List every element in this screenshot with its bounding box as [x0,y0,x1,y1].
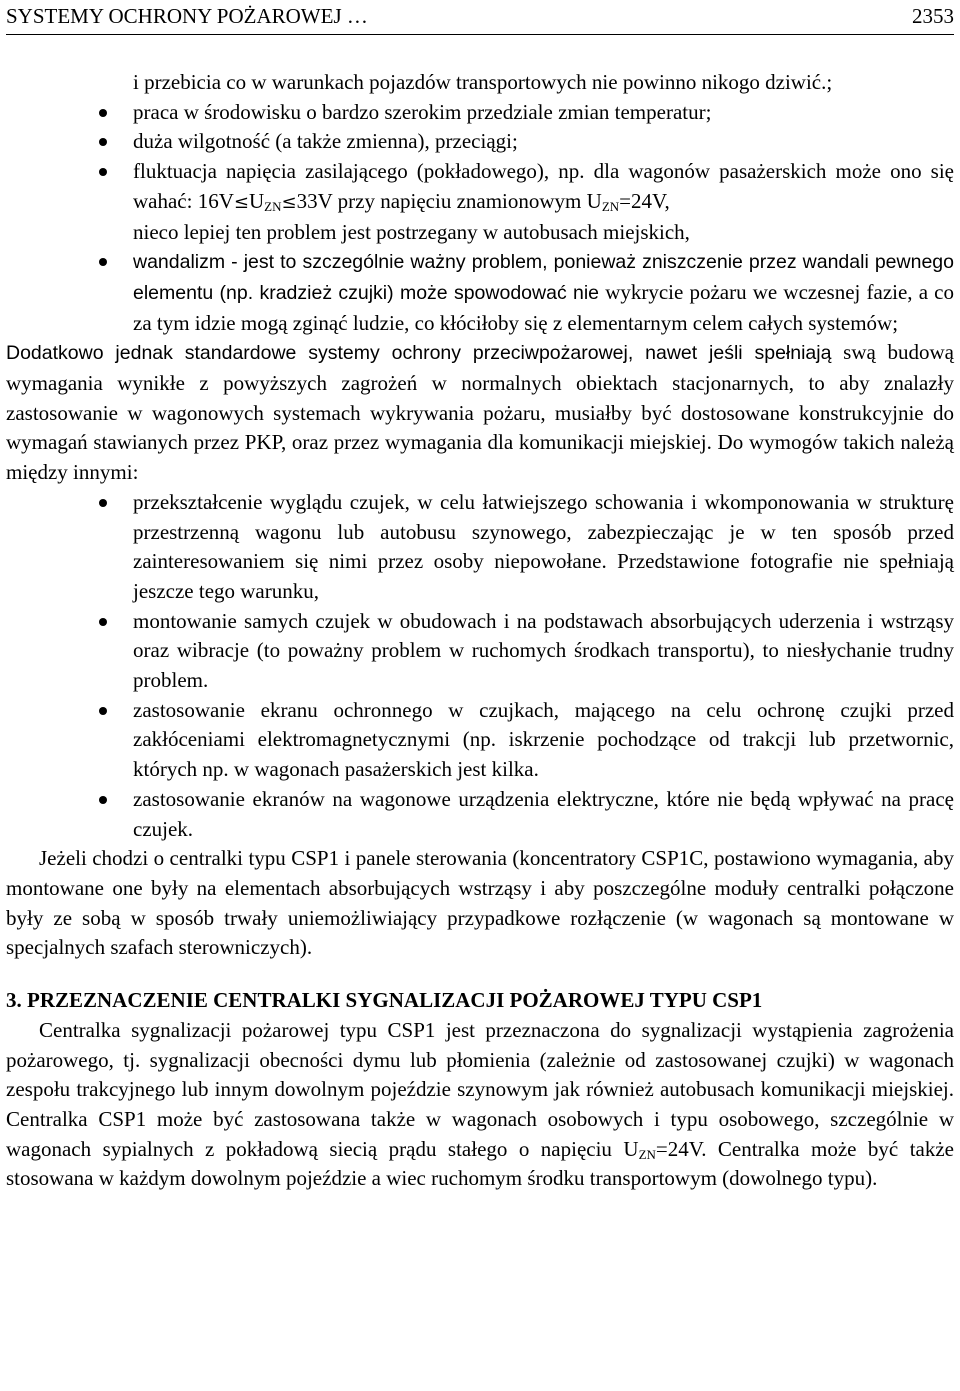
voltage-min: 16V [197,188,234,213]
voltage-subscript: ZN [638,1146,656,1162]
list-item-text: wykrycie pożaru we wczesnej fazie, a co za tym idzie mogą zginąć ludzie, co kłóciłoby się z elementarnym celem całych systemów; [133,279,954,335]
requirements-list-2 [6,488,954,844]
page-number: 2353 [912,4,954,28]
voltage-symbol: U [623,1136,639,1161]
paragraph-text: swą budową wymagania wynikłe z powyższych zagrożeń w normalnych obiektach stacjonarnych, to aby znalazły zastosowanie w wagonowych systemach wykrywania pożaru, musiałby być dostosowane konstrukcyjnie do wymagań stawianych przez PKP, oraz przez wymagania dla komunikacji miejskiej. Do wymogów takich należą między innymi: [6,340,954,485]
paragraph [6,338,954,488]
voltage-range-formula [198,189,670,213]
list-item [6,247,954,338]
running-title: SYSTEMY OCHRONY POŻAROWEJ … [6,4,368,28]
voltage-symbol: U [248,188,265,213]
nominal-voltage: =24V, [619,188,670,213]
voltage-max: 33V przy napięciu znamionowym [296,188,587,213]
list-item-text: fluktuacja napięcia zasilającego (pokładowego), np. dla wagonów pasażerskich może ono się wahać: [133,159,954,213]
list-item: montowanie samych czujek w obudowach i na podstawach absorbujących uderzenia i wstrząsy oraz wibracje (to poważny problem w ruchomych środkach transportu), to niesłychanie trudny problem. [6,607,954,696]
paragraph-text: Centralka sygnalizacji pożarowej typu CSP1 jest przeznaczona do sygnalizacji wystąpienia zagrożenia pożarowego, tj. sygnalizacji obecności dymu lub płomienia (zależnie od zastosowanej czujki) w wagonach zespołu trakcyjnego lub innym dowolnym pojeździe szynowym jak również autobusach komunikacji miejskiej. Centralka CSP1 może być zastosowana także w wagonach osobowych i typu osobowego, szczególnie w wagonach sypialnych z pokładową siecią prądu stałego o napięciu [6,1017,954,1161]
voltage-subscript: ZN [264,198,282,214]
list-item: duża wilgotność (a także zmienna), przeciągi; [6,127,954,157]
list-item-text: wandalizm - jest to szczególnie ważny problem, ponieważ zniszczenie przez wandali pewnego elementu (np. kradzież czujki) może spowodować nie [133,251,954,304]
list-item: przekształcenie wyglądu czujek, w celu łatwiejszego schowania i wkomponowania w strukturę przestrzenną wagonu lub autobusu szynowego, zabezpieczając je w ten sposób przed zainteresowaniem się nimi przez osoby niepowołane. Przedstawione fotografie nie spełniają jeszcze tego warunku, [6,488,954,607]
voltage-symbol: U [586,188,602,213]
list-item-text: nieco lepiej ten problem jest postrzegany w autobusach miejskich, [133,219,690,244]
page-header [6,4,954,35]
paragraph-text: Dodatkowo jednak standardowe systemy ochrony przeciwpożarowej, nawet jeśli spełniają [6,342,832,365]
list-continuation: i przebicia co w warunkach pojazdów transportowych nie powinno nikogo dziwić.; [133,70,833,94]
voltage-subscript: ZN [601,198,620,214]
list-item: zastosowanie ekranów na wagonowe urządzenia elektryczne, które nie będą wpływać na pracę czujek. [6,785,954,844]
paragraph [6,1016,954,1194]
less-equal-symbol: ≤ [233,191,249,213]
page-content [6,68,954,1194]
list-item: praca w środowisku o bardzo szerokim przedziale zmian temperatur; [6,98,954,128]
list-item: zastosowanie ekranu ochronnego w czujkach, mającego na celu ochronę czujki przed zakłóceniami elektromagnetycznymi (np. iskrzenie pochodzące od trakcji lub przetwornic, których np. w wagonach pasażerskich jest kilka. [6,696,954,785]
less-equal-symbol: ≤ [281,191,297,213]
section-heading: 3. PRZEZNACZENIE CENTRALKI SYGNALIZACJI POŻAROWEJ TYPU CSP1 [6,988,763,1013]
paragraph: Jeżeli chodzi o centralki typu CSP1 i panele sterowania (koncentratory CSP1C, postawiono wymagania, aby montowane one były na elementach absorbujących wstrząsy i aby poszczególne moduły centralki połączone były ze sobą w sposób trwały uniemożliwiający przypadkowe rozłączenie (w wagonach są montowane w specjalnych szafach sterowniczych). [6,846,954,960]
requirements-list [6,98,954,339]
paragraph-text: =24V. Centralka może być także stosowana w każdym dowolnym pojeździe a wiec ruchomym środku transportowym (dowolnego typu). [6,1136,954,1191]
list-item [6,157,954,247]
